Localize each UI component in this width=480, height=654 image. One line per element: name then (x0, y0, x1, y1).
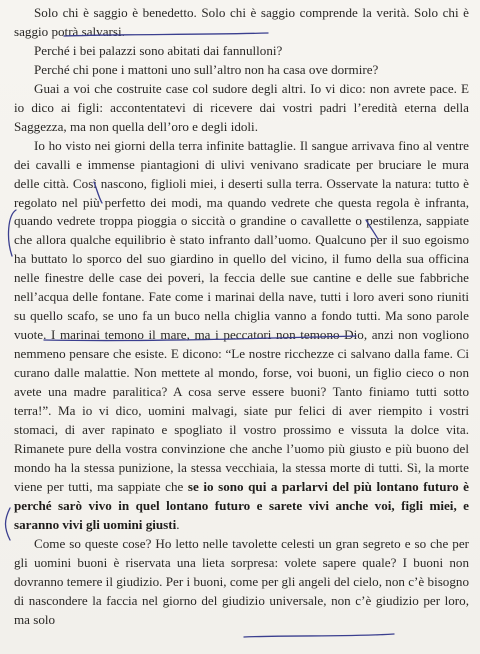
text-run: Perché i bei palazzi sono abitati dai fannulloni? (34, 42, 283, 58)
underline-giudizio (244, 634, 394, 637)
text-run: Perché chi pone i mattoni uno sull’altro non ha casa ove dormire? (34, 61, 379, 77)
paragraph (14, 535, 469, 630)
paragraph (14, 61, 469, 80)
paragraph (14, 4, 469, 42)
text-run: Come so queste cose? Ho letto nelle tavolette celesti un gran segreto e so che per gli uomini buoni è riservata una lieta sorpresa: volete sapere quale? I buoni non dovranno temere il giudizio. Per i buoni, come per gli angeli del cielo, non c’è bisogno di nascondere la faccia nel giorno del giudizio universale, non c’è giudizio per loro, ma solo (14, 535, 469, 627)
text-run: . (176, 516, 180, 532)
paragraph (14, 42, 469, 61)
body-text (14, 4, 469, 629)
bold-passage: se io sono qui a parlarvi del più lontano futuro è perché sarò vivo in quel lontano futuro e sarete vivi anche voi, figli miei, e saranno vivi gli uomini giusti (14, 478, 469, 532)
paragraph (14, 137, 469, 535)
paragraph (14, 80, 469, 137)
text-run: Guai a voi che costruite case col sudore degli altri. Io vi dico: non avrete pace. E io dico ai figli: accontentatevi di ricevere dai vostri padri l’eredità eterna della Saggezza, ma non quella dell’oro e degli idoli. (14, 80, 469, 134)
text-run: Io ho visto nei giorni della terra infinite battaglie. Il sangue arrivava fino al ventre dei cavalli e immense piantagioni di ulivi venivano sradicate per bruciare le mura delle città. Così nascono, figlioli miei, i deserti sulla terra. Osservate la natura: tutto è regolato nel più perfetto dei modi, ma quando vedrete che questa regola è infranta, quando vedrete troppa pioggia o siccità o grandine o cavallette o pestilenza, sappiate che allora qualche equilibrio è stato infranto dall’uomo. Qualcuno per il suo egoismo ha buttato lo sporco del suo giardino in quello del vicino, il fumo della sua officina nelle finestre delle case dei poveri, la feccia delle sue cantine e delle sue fabbriche nell’acqua delle fontane. Fate come i marinai della nave, tutti i loro averi sono riuniti su quello scafo, se uno fa un buco nella chiglia vanno a fondo tutti. Ma sono parole vuote. I marinai temono il mare, ma i peccatori non temono Dio, anzi non vogliono nemmeno pensare che esiste. E dicono: “Le nostre ricchezze ci salvano dalla fame. Ci curano dalle malattie. Non mettete al mondo, forse, voi buoni, un figlio cieco o non avete una madre paralitica? A cosa serve essere buoni? Tanto finiamo tutti sotto terra!”. Ma io vi dico, uomini malvagi, siate pur felici di aver riempito i vostri stomaci, di aver rapinato e spogliato il vostro prossimo e vissuta la dolce vita. Rimanete pure della vostra convinzione che anche l’uomo più giusto e più buono del mondo ha la stessa punizione, la stessa vecchiaia, la stessa morte di tutti. Sì, la morte viene per tutti, ma sappiate che (14, 137, 469, 494)
text-run: Solo chi è saggio è benedetto. Solo chi è saggio comprende la verità. Solo chi è saggio potrà salvarsi. (14, 5, 469, 39)
bold-bracket (6, 508, 11, 540)
